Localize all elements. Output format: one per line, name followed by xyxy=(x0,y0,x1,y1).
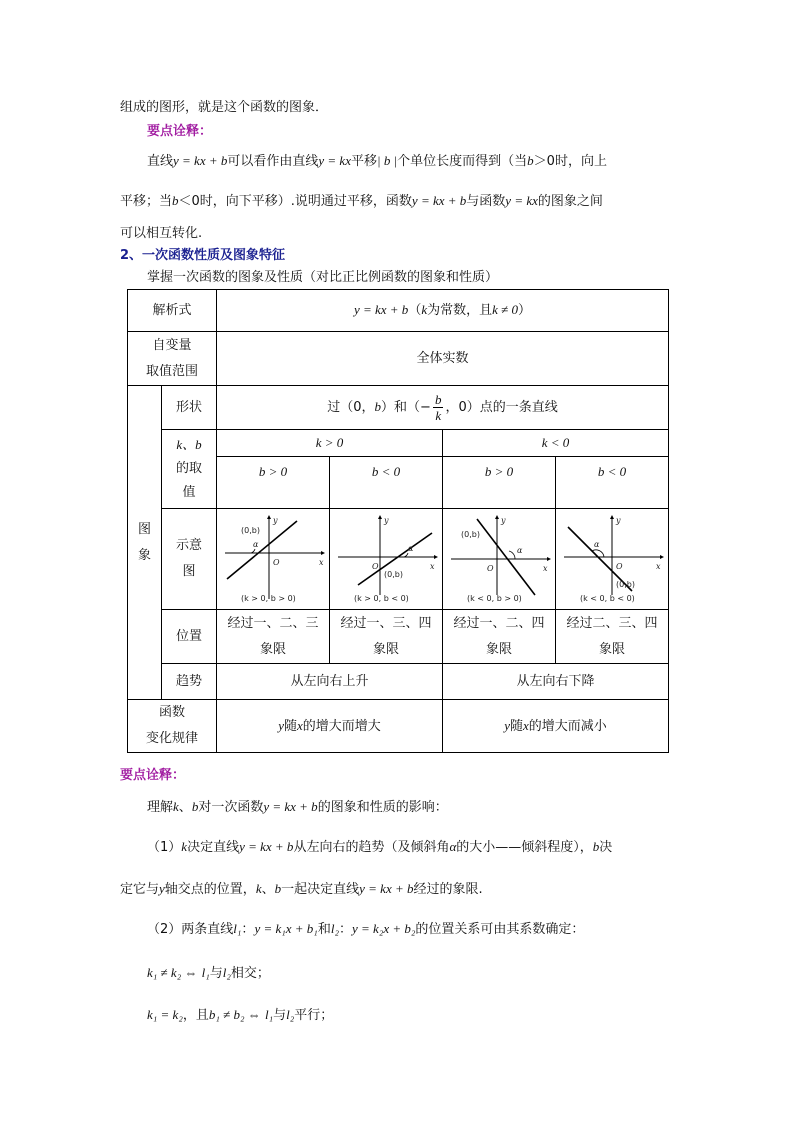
var-k: k xyxy=(181,839,188,854)
var-b: b xyxy=(191,799,199,814)
text: 象限 xyxy=(598,641,625,657)
var-k: k xyxy=(173,799,179,814)
text: 理解 xyxy=(147,800,174,815)
section-2-subtitle: 掌握一次函数的图象及性质（对比正比例函数的图象和性质） xyxy=(147,270,499,285)
var-l1: l₁ xyxy=(201,965,210,980)
origin-label: O xyxy=(487,564,494,573)
text: 与函数 xyxy=(466,194,506,209)
row-label-graph xyxy=(128,386,162,700)
rule-increasing xyxy=(217,700,443,753)
text: ）和（ xyxy=(381,400,421,415)
graph-cell-2 xyxy=(330,509,443,610)
text: 变化规律 xyxy=(145,731,198,746)
text: 的增大而减小 xyxy=(528,718,607,734)
shape-cell xyxy=(217,386,669,430)
text: 图 xyxy=(182,564,196,579)
text: （1） xyxy=(147,840,182,855)
text: 经过二、三、四 xyxy=(566,615,658,631)
text: 轴交点的位置， xyxy=(164,882,256,897)
trend-down: 从左向右下降 xyxy=(443,664,669,700)
text: 的大小——倾斜程度）， xyxy=(456,840,593,855)
row-label-expression: 解析式 xyxy=(128,290,217,332)
text: （ xyxy=(408,303,422,318)
var-y: y xyxy=(159,881,165,896)
var-y: y xyxy=(504,717,510,733)
text: ： xyxy=(339,922,353,937)
b-case-4: b < 0 xyxy=(556,457,669,509)
text: 示意 xyxy=(175,538,202,553)
notes-line-5 xyxy=(147,962,270,981)
angle-label: α xyxy=(253,540,259,549)
equation: y = kx + b xyxy=(263,799,318,814)
linear-function-table xyxy=(127,289,669,753)
text: 与 xyxy=(209,966,223,981)
text: 的增大而增大 xyxy=(302,718,381,734)
angle-label: α xyxy=(594,540,600,549)
graph-cell-1 xyxy=(217,509,330,610)
text: 与 xyxy=(273,1008,287,1023)
var-l2: l₂ xyxy=(286,1007,295,1022)
intro-paragraph-line-2 xyxy=(147,150,607,169)
graph-cell-4 xyxy=(556,509,669,610)
equation-l2: y = k₂x + b₂ xyxy=(352,921,416,936)
text: 象限 xyxy=(259,641,286,657)
x-axis-label: x xyxy=(430,562,435,571)
numerator: b xyxy=(434,392,442,407)
text: 函数 xyxy=(158,705,185,720)
row-label-rule xyxy=(128,700,217,753)
graph-caption: (k < 0, b < 0) xyxy=(580,594,635,603)
text: 的取 xyxy=(175,461,202,476)
b-case-1: b > 0 xyxy=(217,457,330,509)
var-b: b xyxy=(527,153,534,168)
x-axis-label: x xyxy=(543,564,548,573)
text: 决定直线 xyxy=(187,840,240,855)
text: ： xyxy=(241,922,255,937)
intercept-label: (0,b) xyxy=(241,526,260,535)
equation: y = kx xyxy=(505,193,538,208)
text: 取值范围 xyxy=(145,363,198,379)
label-diagram xyxy=(162,509,217,610)
var-b: b xyxy=(374,399,382,414)
var-b: b xyxy=(592,839,600,854)
equation: y = kx + b xyxy=(173,153,228,168)
b-case-2: b < 0 xyxy=(330,457,443,509)
graph-cell-3 xyxy=(443,509,556,610)
label-shape: 形状 xyxy=(162,386,217,430)
graph-caption: (k < 0, b > 0) xyxy=(467,594,522,603)
var-x: x xyxy=(297,717,303,733)
notes-title: 要点诠释： xyxy=(120,768,186,783)
text: 经过的象限. xyxy=(413,882,483,897)
fraction xyxy=(433,392,444,423)
text: ＞0时，向上 xyxy=(533,154,607,169)
notes-line-3 xyxy=(120,878,483,897)
equation: y = kx + b xyxy=(411,193,467,208)
x-axis-label: x xyxy=(656,562,661,571)
text: 经过一、二、四 xyxy=(453,615,545,631)
text: 值 xyxy=(182,485,196,500)
intro-paragraph-line-3 xyxy=(120,190,603,209)
label-trend: 趋势 xyxy=(162,664,217,700)
intercept-label: (0,b) xyxy=(616,580,635,589)
label-position: 位置 xyxy=(162,610,217,664)
angle-label: α xyxy=(408,544,414,553)
denominator: k xyxy=(435,408,442,423)
text: 平行； xyxy=(294,1008,334,1023)
notes-line-1 xyxy=(147,796,448,815)
abs-b: | b | xyxy=(377,153,398,168)
text: 象 xyxy=(137,547,151,563)
text: 平移 xyxy=(350,154,377,169)
text: 和 xyxy=(317,922,331,937)
var-x: x xyxy=(523,717,529,733)
text: 经过一、三、四 xyxy=(340,615,432,631)
y-axis-label: y xyxy=(273,516,278,525)
text: ） xyxy=(518,303,532,318)
var-l1: l₁ xyxy=(264,1007,274,1022)
notes-line-4 xyxy=(147,918,584,937)
intro-note-title: 要点诠释： xyxy=(147,124,213,139)
equation-l1: y = k₁x + b₁ xyxy=(254,921,318,936)
var-k: k xyxy=(255,881,262,896)
text: 可以看作由直线 xyxy=(227,154,319,169)
label-kb-values xyxy=(162,430,217,509)
condition: k₁ ≠ k₂ ⇔ xyxy=(147,965,198,980)
position-2 xyxy=(330,610,443,664)
text: （2）两条直线 xyxy=(147,922,234,937)
position-1 xyxy=(217,610,330,664)
var-alpha: α xyxy=(449,839,457,854)
text: ，且 xyxy=(182,1008,209,1023)
condition: k₁ = k₂ xyxy=(147,1007,183,1022)
intro-line-1: 组成的图形，就是这个函数的图象． xyxy=(120,100,329,115)
trend-up: 从左向右上升 xyxy=(217,664,443,700)
var-k: k xyxy=(421,302,428,317)
y-axis-label: y xyxy=(501,516,506,525)
text: 定它与 xyxy=(120,882,160,897)
equation: y = kx + b xyxy=(353,302,409,317)
intercept-label: (0,b) xyxy=(461,530,480,539)
origin-label: O xyxy=(372,562,379,571)
k-negative-header: k < 0 xyxy=(443,430,669,457)
equation: y = kx + b xyxy=(359,881,414,896)
var-b: b xyxy=(172,193,179,208)
intercept-label: (0,b) xyxy=(384,570,403,579)
text: 平移；当 xyxy=(120,194,173,209)
position-3 xyxy=(443,610,556,664)
var-l1: l₁ xyxy=(233,921,242,936)
graph-k-neg-b-pos xyxy=(447,513,551,605)
graph-line xyxy=(477,519,535,595)
b-case-3: b > 0 xyxy=(443,457,556,509)
equation: y = kx xyxy=(318,153,351,168)
graph-k-pos-b-neg xyxy=(334,513,438,605)
notes-line-2 xyxy=(147,836,612,855)
text: 随 xyxy=(283,718,297,734)
text: 为常数，且 xyxy=(427,303,493,318)
text: 的位置关系可由其系数确定： xyxy=(415,922,585,937)
text: 自变量 xyxy=(152,337,192,353)
graph-line xyxy=(227,521,297,579)
text: 图 xyxy=(137,521,151,537)
row-label-domain xyxy=(128,332,217,386)
y-axis-label: y xyxy=(384,516,389,525)
text: 经过一、二、三 xyxy=(227,615,319,631)
text: 随 xyxy=(509,718,523,734)
graph-caption: (k > 0, b < 0) xyxy=(354,594,409,603)
origin-label: O xyxy=(616,562,623,571)
text: ，0）点的一条直线 xyxy=(445,400,558,415)
text: 个单位长度而得到（当 xyxy=(397,154,528,169)
text: 、 xyxy=(178,800,192,815)
expression-cell xyxy=(217,290,669,332)
text: − xyxy=(420,400,431,415)
text: 对一次函数 xyxy=(198,800,264,815)
text: 、 xyxy=(261,882,275,897)
x-axis-label: x xyxy=(319,558,324,567)
text: 象限 xyxy=(372,641,399,657)
text: 决 xyxy=(599,840,613,855)
condition: k ≠ 0 xyxy=(492,302,519,317)
text: 的图象之间 xyxy=(537,194,603,209)
text: 象限 xyxy=(485,641,512,657)
var-l2: l₂ xyxy=(222,965,231,980)
intro-paragraph-line-4: 可以相互转化. xyxy=(120,226,203,241)
text: 从左向右的趋势（及倾斜角 xyxy=(293,840,450,855)
var-l2: l₂ xyxy=(330,921,339,936)
rule-decreasing xyxy=(443,700,669,753)
var-b: b xyxy=(274,881,282,896)
text: 直线 xyxy=(147,154,174,169)
text: 一起决定直线 xyxy=(281,882,360,897)
graph-k-pos-b-pos xyxy=(221,513,325,605)
graph-caption: (k > 0, b > 0) xyxy=(241,594,296,603)
text: ＜0时，向下平移）.说明通过平移，函数 xyxy=(178,194,412,209)
text: 相交； xyxy=(230,966,270,981)
position-4 xyxy=(556,610,669,664)
origin-label: O xyxy=(273,558,280,567)
k-positive-header: k > 0 xyxy=(217,430,443,457)
equation: y = kx + b xyxy=(239,839,294,854)
domain-value: 全体实数 xyxy=(217,332,669,386)
condition: b₁ ≠ b₂ ⇔ xyxy=(208,1007,261,1022)
section-2-title: 2、一次函数性质及图象特征 xyxy=(120,248,286,263)
angle-label: α xyxy=(517,546,523,555)
notes-line-6 xyxy=(147,1004,333,1023)
y-axis-label: y xyxy=(616,516,621,525)
var-y: y xyxy=(278,717,284,733)
text: 的图象和性质的影响： xyxy=(317,800,448,815)
graph-k-neg-b-neg xyxy=(560,513,664,605)
text: 过（0， xyxy=(327,400,375,415)
text: k、b xyxy=(176,437,202,452)
